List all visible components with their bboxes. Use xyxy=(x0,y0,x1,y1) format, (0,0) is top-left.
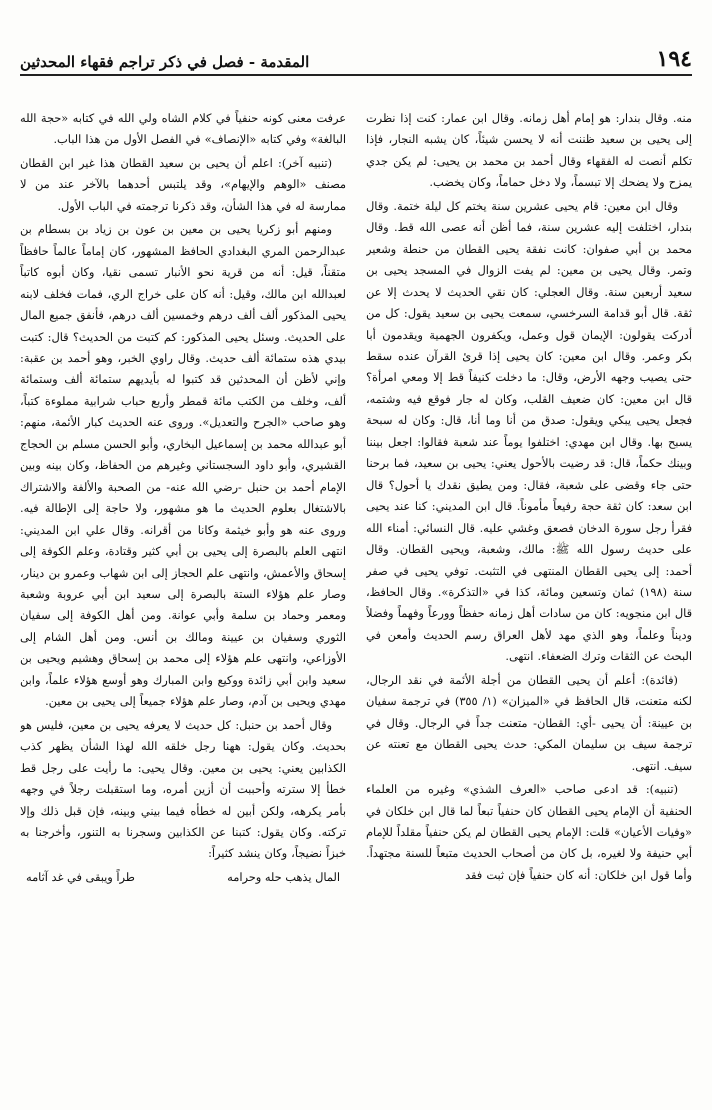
page-number: ١٩٤ xyxy=(656,46,692,72)
note-paragraph: (فائدة): أعلم أن يحيى القطان من أجلة الأئمة في نقد الرجال، لكنه متعنت، قال الحافظ في «الميزان» (١/ ٣٥٥) في ترجمة سفيان بن عيينة: أن يحيى -أي: القطان- متعنت جداً في الرجال. وقال في ترجمة سيف بن سليمان المكي: حدث يحيى القطان مع تعنته عن سيف. انتهى. xyxy=(366,672,692,773)
note-paragraph: (تنبيه): قد ادعى صاحب «العرف الشذي» وغيره من العلماء الحنفية أن الإمام يحيى القطان كان حنفياً تبعاً لما قال ابن خلكان في «وفيات الأعيان» قلت: الإمام يحيى القطان لم يكن حنفياً مقلداً للإمام أبي حنيفة ولا لغيره، بل كان من أصحاب الحديث متبعاً للسنة مجتهداً. وأما قول ابن خلكان: أنه كان حنفياً فإن ثبت فقد xyxy=(366,782,692,882)
left-column xyxy=(20,108,346,1098)
verse-first-hemistich: المال يذهب حله وحرامه xyxy=(227,869,340,884)
paragraph: وقال ابن معين: قام يحيى عشرين سنة يختم كل ليلة ختمة. وقال بندار، اختلفت إليه عشرين سنة، فما أظن أنه عصى الله قط. وقال محمد بن أبي صفوان: كانت نفقة يحيى القطان من حنطة وشعير وتمر. وقال يحيى بن معين: لم يفت الزوال في المسجد يحيى بن سعيد أربعين سنة. وقال العجلي: كان نقي الحديث لا يحدث إلا عن ثقة. قال أبو قدامة السرخسي، سمعت يحيى بن سعيد يقول: كل من أدركت يقولون: الإيمان قول وعمل، ويكفرون الجهمية ويقدمون أبا بكر وعمر. وقال ابن معين: كان يحيى إذا قرئ القرآن عنده سقط حتى يصيب وجهه الأرض، وقال: ما دخلت كنيفاً قط إلا ومعي امرأة؟ قال ابن معين: كان ضعيف القلب، وكان له جار فوقع فيه وشتمه، فجعل يحيى يبكي ويقول: صدق من أنا وما أنا، قال: وكان له سبحة يسبح بها. وقال ابن مهدي: اختلفوا يوماً عند شعبة فقالوا: اجعل بيننا وبينك حكماً، قال: قد رضيت بالأحول يعني: يحيى بن سعيد، فما برحنا حتى جاء وقضى على شعبة، فقال: ومن يطيق نقدك يا أحول؟ قال ابن سعد: كان ثقة حجة رفيعاً مأموناً. قال ابن المديني: كنا عند يحيى فقرأ رجل سورة الدخان فصعق وغشي عليه. قال النسائي: أمناء الله على حديث رسول الله ﷺ: مالك، وشعبة، ويحيى القطان. وقال أحمد: إلى يحيى القطان المنتهى في التثبت. توفي يحيى في صفر سنة (١٩٨) ثمان وتسعين ومائة، كذا في «التذكرة». وقال الحافظ، قال ابن منجويه: كان من سادات أهل زمانه حفظاً وورعاً وفهماً وفضلاً وديناً وعلماً، وهو الذي مهد لأهل العراق رسم الحديث وأمعن في البحث عن الثقات وترك الضعفاء. انتهى. xyxy=(366,198,692,664)
running-header xyxy=(20,40,692,76)
poetry-verse xyxy=(20,867,346,888)
paragraph: عرفت معنى كونه حنفياً في كلام الشاه ولي الله في كتابه «حجة الله البالغة» وفي كتابه «الإنصاف» في الفصل الأول من هذا الباب. xyxy=(20,111,346,147)
text-columns xyxy=(20,108,692,1098)
paragraph: منه. وقال بندار: هو إمام أهل زمانه. وقال ابن عمار: كنت إذا نظرت إلى يحيى بن سعيد ظننت أنه لا يحسن شيئاً، كان يشبه النجار، فإذا تكلم أنصت له الفقهاء وقال أحمد بن محمد بن يحيى: لم يكن جدي يمزح ولا يضحك إلا تبسماً، ولا دخل حماماً، وكان يخضب. xyxy=(366,111,692,190)
paragraph: ومنهم أبو زكريا يحيى بن معين بن عون بن زياد بن بسطام بن عبدالرحمن المري البغدادي الحافظ المشهور، كان إماماً عالماً حافظاً متقناً، قيل: أنه من قرية نحو الأنبار تسمى نقيا، وكان أبوه كاتباً لعبدالله ابن مالك، وقيل: أنه كان على خراج الري، فمات فخلف لابنه يحيى المذكور ألف ألف درهم وخمسين ألف درهم، فأنفق جميع المال على الحديث. وسئل يحيى المذكور: كم كتبت من الحديث؟ قال: كتبت بيدي هذه ستمائة ألف حديث. وقال راوي الخبر، وهو أحمد بن عقبة: وإني لأظن أن المحدثين قد كتبوا له بأيديهم ستمائة ألف وستمائة ألف، وخلف من الكتب مائة قمطر وأربع حباب شرابية مملوءة كتباً، وهو صاحب «الجرح والتعديل». وروى عنه الحديث كبار الأئمة، منهم: أبو عبدالله محمد بن إسماعيل البخاري، وأبو الحسن مسلم بن الحجاج القشيري، وأبو داود السجستاني وغيرهم من الحفاظ، وكان بينه وبين الإمام أحمد بن حنبل -رضي الله عنه- من الصحبة والألفة والاشتراك بالاشتغال بعلوم الحديث ما هو مشهور، ولا حاجة إلى الإطالة فيه. وروى عنه هو وأبو خيثمة وكانا من أقرانه. وقال علي ابن المديني: انتهى العلم بالبصرة إلى يحيى بن أبي كثير وقتادة، وعلم الكوفة إلى إسحاق والأعمش، وانتهى علم الحجاز إلى ابن شهاب وعمرو بن دينار، وصار علم هؤلاء الستة بالبصرة إلى سعيد ابن أبي عروبة وشعبة ومعمر وحماد بن سلمة وأبي عوانة. ومن أهل الكوفة إلى سفيان الثوري وسفيان بن عيينة ومالك بن أنس. ومن أهل الشام إلى الأوزاعي، وانتهى علم هؤلاء إلى محمد بن إسحاق وهشيم ويحيى بن سعيد وابن أبي زائدة ووكيع وابن المبارك وهو أوسع هؤلاء علماً، وابن مهدي ويحيى بن آدم، وصار علم هؤلاء جميعاً إلى يحيى بن معين. xyxy=(20,222,346,709)
verse-second-hemistich: طراً ويبقى في غد آثامه xyxy=(26,869,135,884)
note-paragraph: (تنبيه آخر): اعلم أن يحيى بن سعيد القطان هذا غير ابن القطان مصنف «الوهم والإيهام»، وقد يلتبس أحدهما بالآخر عند من لا ممارسة له في هذا الشأن، وقد ذكرنا ترجمته في الباب الأول. xyxy=(20,155,346,213)
right-column xyxy=(366,108,692,1098)
paragraph: وقال أحمد بن حنبل: كل حديث لا يعرفه يحيى بن معين، فليس هو بحديث. وكان يقول: ههنا رجل خلقه الله لهذا الشأن يظهر كذب الكذابين يعني: يحيى بن معين. وقال يحيى: ما رأيت على رجل قط خطأ إلا سترته وأحببت أن أزين أمره، وما استقبلت رجلاً في وجهه بأمر يكرهه، ولكن أبين له خطأه فيما بيني وبينه، فإن قبل ذلك وإلا تركته. وكان يقول: كتبنا عن الكذابين وسجرنا به التنور، وأخرجنا به خبزاً نضيجاً، وكان ينشد كثيراً: xyxy=(20,717,346,861)
running-title: المقدمة - فصل في ذكر تراجم فقهاء المحدثين xyxy=(20,52,310,71)
